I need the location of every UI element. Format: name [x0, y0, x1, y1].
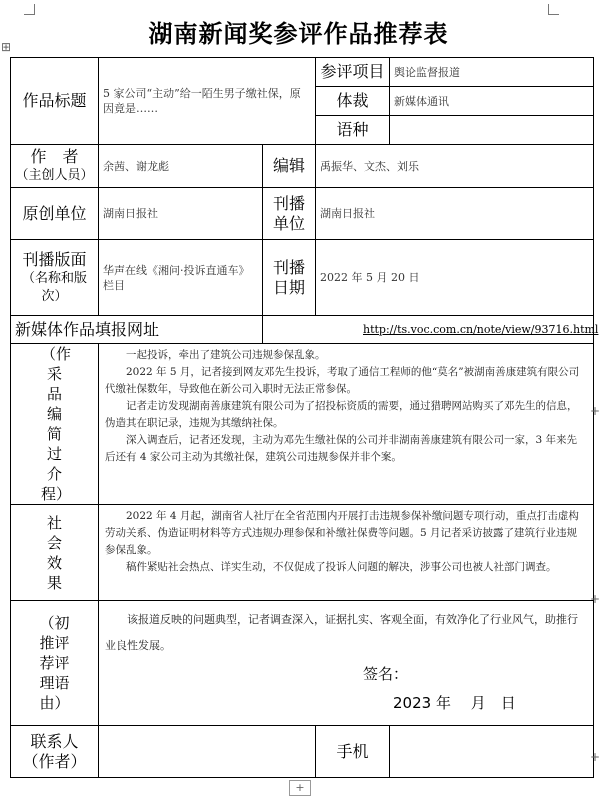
- category-value[interactable]: 舆论监督报道: [390, 58, 594, 87]
- category-label: 参评项目: [316, 58, 390, 87]
- process-content[interactable]: [99, 344, 594, 505]
- pub-unit-value[interactable]: 湖南日报社: [316, 188, 594, 240]
- process-paragraph: 一起投诉，牵出了建筑公司违规参保乱象。: [126, 349, 326, 361]
- process-label: （作采品编简过介程）: [11, 344, 99, 505]
- pub-date-label-line2: 日期: [272, 277, 305, 297]
- author-label: [11, 145, 99, 188]
- work-title-value[interactable]: 5 家公司“主动”给一陌生男子缴社保，原因竟是……: [99, 58, 316, 145]
- table-add-row-button[interactable]: +: [289, 780, 311, 796]
- recommendation-form-table: [10, 57, 599, 778]
- layout-value[interactable]: 华声在线《湘问·投诉直通车》栏目: [99, 240, 263, 316]
- pub-date-value[interactable]: 2022 年 5 月 20 日: [316, 240, 594, 316]
- signature-label: 签名：: [363, 665, 409, 683]
- contact-label: [11, 726, 99, 778]
- contact-label-line1: 联系人: [30, 731, 79, 751]
- effect-label: 社会效果: [11, 505, 99, 601]
- genre-value[interactable]: 新媒体通讯: [390, 87, 594, 116]
- genre-label: 体裁: [316, 87, 390, 116]
- layout-label-line3: 次）: [41, 288, 68, 304]
- phone-label: 手机: [316, 726, 390, 778]
- pub-unit-label-line2: 单位: [272, 213, 305, 233]
- effect-paragraph: 稿件紧贴社会热点、详实生动，不仅促成了投诉人问题的解决，涉事公司也被人社部门调查。: [126, 561, 557, 573]
- language-label: 语种: [316, 116, 390, 145]
- language-value[interactable]: [390, 116, 594, 145]
- original-unit-label: 原创单位: [11, 188, 99, 240]
- url-value-cell[interactable]: [263, 316, 599, 344]
- signature-date: 2023 年 月 日: [393, 694, 516, 712]
- row-insert-handle-icon[interactable]: +: [590, 404, 600, 418]
- layout-label-line1: 刊播版面: [22, 249, 87, 269]
- recommend-content[interactable]: [99, 601, 594, 726]
- row-insert-handle-icon[interactable]: +: [590, 592, 600, 606]
- editor-label: 编辑: [263, 145, 316, 188]
- layout-label-line2: （名称和版: [21, 270, 87, 286]
- pub-date-label: [263, 240, 316, 316]
- contact-value[interactable]: [99, 726, 316, 778]
- editor-value[interactable]: 禹振华、文杰、刘乐: [316, 145, 594, 188]
- author-label-line2: （主创人员）: [15, 168, 94, 183]
- original-unit-value[interactable]: 湖南日报社: [99, 188, 263, 240]
- process-paragraph: 记者走访发现湖南善康建筑有限公司为了招投标资质的需要，通过猎聘网站购买了邓先生的信息，伪造其在职记录，违规为其缴纳社保。: [105, 400, 578, 429]
- process-paragraph: 2022 年 5 月，记者接到网友邓先生投诉，考取了通信工程师的他“莫名”被湖南善康建筑有限公司代缴社保数年，导致他在新公司入职时无法正常参保。: [105, 366, 580, 395]
- url-link[interactable]: http://ts.voc.com.cn/note/view/93716.html: [363, 323, 599, 336]
- recommend-label: （初推评荐评理语由）: [11, 601, 99, 726]
- pub-unit-label: [263, 188, 316, 240]
- effect-paragraph: 2022 年 4 月起，湖南省人社厅在全省范围内开展打击违规参保补缴问题专项行动，重点打击虚构劳动关系、伪造证明材料等方式违规办理参保和补缴社保费等问题。5 月记者采访披露了建筑行业违规参保乱象。: [105, 510, 579, 556]
- table-move-handle-icon[interactable]: ⊞: [1, 40, 12, 54]
- pub-date-label-line1: 刊播: [272, 257, 305, 277]
- row-insert-handle-icon[interactable]: +: [590, 750, 600, 764]
- phone-value[interactable]: [390, 726, 594, 778]
- contact-label-line2: （作者）: [22, 751, 87, 771]
- url-label: 新媒体作品填报网址: [11, 316, 263, 344]
- form-title: 湖南新闻奖参评作品推荐表: [148, 20, 449, 48]
- author-value[interactable]: 余茜、谢龙彪: [99, 145, 263, 188]
- recommend-paragraph: 该报道反映的问题典型，记者调查深入，证据扎实、客观全面，有效净化了行业风气，助推行业良性发展。: [105, 613, 578, 652]
- pub-unit-label-line1: 刊播: [272, 193, 305, 213]
- layout-label: [11, 240, 99, 316]
- process-paragraph: 深入调查后，记者还发现，主动为邓先生缴社保的公司并非湖南善康建筑有限公司一家，3 年来先后还有 4 家公司主动为其缴社保，建筑公司违规参保并非个案。: [105, 434, 578, 463]
- author-label-line1: 作 者: [30, 147, 79, 166]
- work-title-label: 作品标题: [11, 58, 99, 145]
- effect-content[interactable]: [99, 505, 594, 601]
